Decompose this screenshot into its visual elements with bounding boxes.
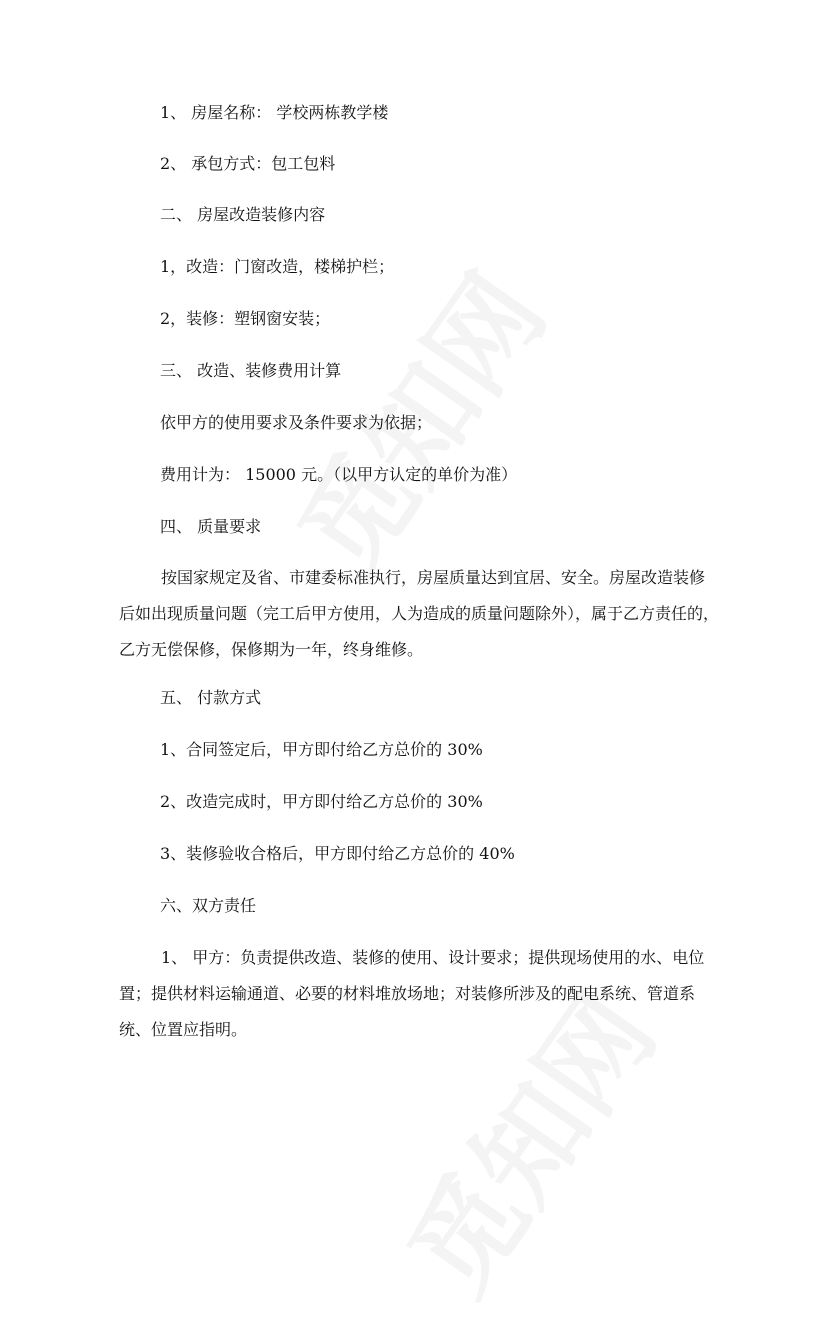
section-heading-payment: 五、 付款方式 [160, 688, 262, 707]
payment-item-1: 1、合同签定后，甲方即付给乙方总价的 30% [160, 740, 483, 759]
house-name-line: 1、 房屋名称： 学校两栋教学楼 [160, 103, 389, 122]
section-heading-renovation: 二、 房屋改造装修内容 [160, 205, 326, 224]
renovation-item-1: 1，改造：门窗改造，楼梯护栏； [160, 257, 395, 276]
section-heading-responsibility: 六、双方责任 [160, 896, 257, 915]
cost-amount-line: 费用计为： 15000 元。（以甲方认定的单价为准） [160, 465, 518, 484]
cost-basis-line: 依甲方的使用要求及条件要求为依据； [160, 413, 433, 432]
renovation-item-2: 2，装修：塑钢窗安装； [160, 309, 331, 328]
payment-item-2: 2、改造完成时，甲方即付给乙方总价的 30% [160, 792, 483, 811]
section-heading-quality: 四、 质量要求 [160, 517, 262, 536]
payment-item-3: 3、装修验收合格后，甲方即付给乙方总价的 40% [160, 844, 515, 863]
section-heading-cost: 三、 改造、装修费用计算 [160, 361, 342, 380]
contract-method-line: 2、 承包方式：包工包料 [160, 154, 336, 173]
quality-paragraph: 按国家规定及省、市建委标准执行，房屋质量达到宜居、安全。房屋改造装修后如出现质量问题（完工后甲方使用，人为造成的质量问题除外），属于乙方责任的，乙方无偿保修，保修期为一年，终身维修。 [119, 568, 720, 659]
responsibility-paragraph: 1、 甲方：负责提供改造、装修的使用、设计要求；提供现场使用的水、电位置；提供材料运输通道、必要的材料堆放场地；对装修所涉及的配电系统、管道系统、位置应指明。 [119, 948, 705, 1039]
